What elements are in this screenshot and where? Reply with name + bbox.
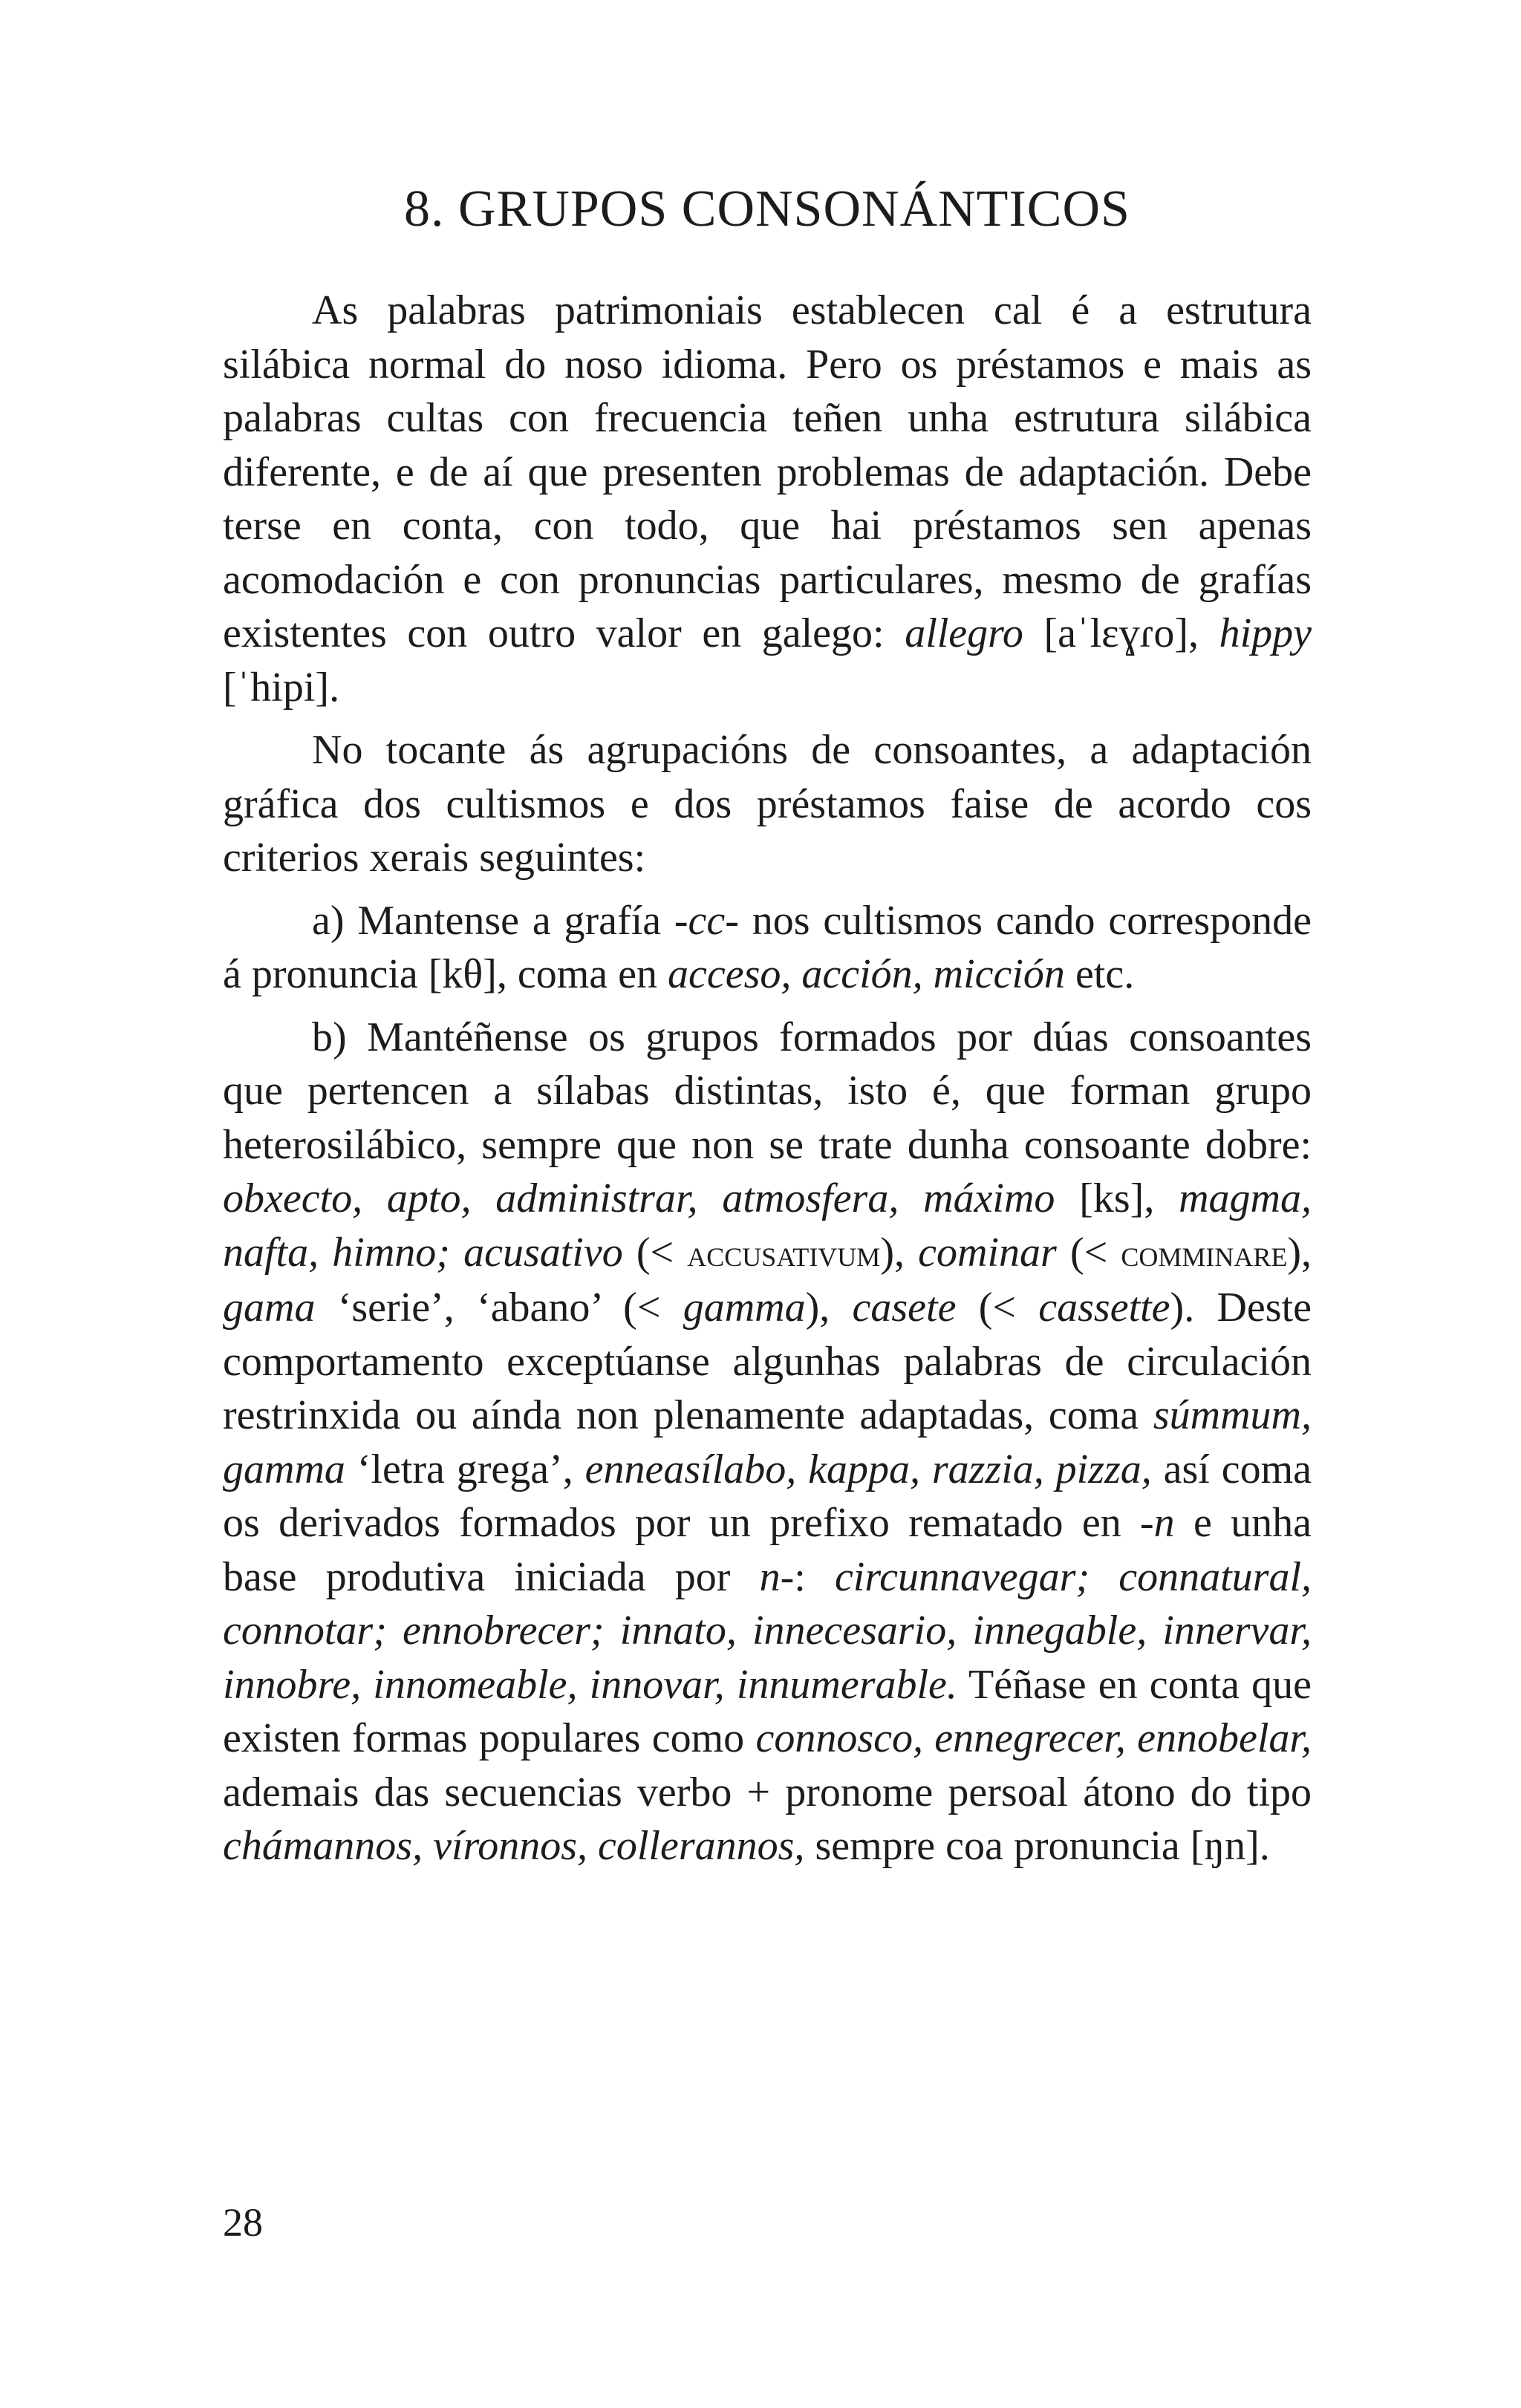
paragraph-item-a (223, 894, 1312, 1002)
text-run: ‘serie’, ‘abano’ (< (315, 1285, 683, 1331)
etymon: accusativum (687, 1232, 881, 1275)
italic-term: enneasílabo, kappa, razzia, pizza, (584, 1446, 1152, 1492)
italic-term: magma, nafta, himno; acusativo (223, 1175, 1312, 1276)
text-run: a) Mantense a grafía (312, 897, 674, 944)
page-content (223, 149, 1312, 1882)
text-run: e unha base produtiva iniciada por (223, 1500, 1312, 1600)
text-run: (< (622, 1229, 688, 1276)
italic-term: cominar (918, 1229, 1057, 1276)
paragraph-intro (223, 284, 1312, 714)
italic-term: allegro (905, 610, 1023, 656)
text-run: [aˈlɛɣɾo], (1023, 610, 1219, 656)
paragraph-item-b (223, 1011, 1312, 1873)
italic-term: chámannos, víronnos, collerannos, (223, 1823, 805, 1869)
text-run: As palabras patrimoniais establecen cal é a estrutura silábica normal do noso idioma. Pero os préstamos e mais as palabras cultas con frecuencia teñen unha estrutura silábica diferente, e de aí que presenten problemas de adaptación. Debe terse en conta, con todo, que hai préstamos sen apenas acomodación e con pronuncias particulares, mesmo de grafías existentes con outro valor en galego: (223, 287, 1312, 656)
page-number: 28 (223, 2200, 263, 2245)
italic-term: circunnavegar; connatural, connotar; ennobrecer; innato, innecesario, innegable, innervar, innobre, innomeable, innovar, innumerable. (223, 1553, 1312, 1708)
italic-term: n- (759, 1553, 795, 1600)
text-run: sempre coa pronuncia [ŋn]. (804, 1823, 1270, 1869)
italic-term: súmmum, gamma (223, 1392, 1312, 1492)
text-run: ademais das secuencias verbo + pronome persoal átono do tipo (223, 1769, 1312, 1815)
text-run: nos cultismos cando corresponde á pronuncia [kθ], coma en (223, 897, 1312, 997)
text-run: (< (956, 1285, 1039, 1331)
body-text (223, 284, 1312, 1873)
text-run: [ks], (1055, 1175, 1179, 1221)
italic-term: casete (852, 1285, 957, 1331)
text-run: ), (805, 1285, 853, 1331)
text-run: ), (880, 1229, 919, 1276)
italic-term: hippy (1219, 610, 1312, 656)
text-run: así coma os derivados formados por un prefixo rematado en (223, 1446, 1312, 1546)
italic-term: gama (223, 1285, 316, 1331)
chapter-title: 8. GRUPOS CONSONÁNTICOS (404, 180, 1130, 238)
paragraph-criteria (223, 723, 1312, 885)
italic-term: -n (1140, 1500, 1175, 1546)
text-run: ), (1287, 1229, 1312, 1276)
text-run: (< (1056, 1229, 1121, 1276)
italic-term: -cc- (674, 897, 739, 944)
text-run: etc. (1064, 951, 1135, 997)
italic-term: gamma (683, 1285, 806, 1331)
italic-term: obxecto, apto, administrar, atmosfera, máximo (223, 1175, 1055, 1221)
italic-term: acceso, acción, micción (668, 951, 1065, 997)
text-run: [ˈhipi]. (223, 664, 340, 711)
italic-term: connosco, ennegrecer, ennobelar, (755, 1715, 1312, 1761)
etymon: comminare (1121, 1232, 1288, 1275)
text-run: ‘letra grega’, (345, 1446, 585, 1492)
text-run: : (794, 1553, 835, 1600)
text-run: No tocante ás agrupacións de consoantes, a adaptación gráfica dos cultismos e dos préstamos faise de acordo cos criterios xerais seguintes: (223, 727, 1312, 881)
text-run: Téñase en conta que existen formas populares como (223, 1661, 1312, 1761)
italic-term: cassette (1038, 1285, 1170, 1331)
text-run: b) Mantéñense os grupos formados por dúas consoantes que pertencen a sílabas distintas, isto é, que forman grupo heterosilábico, sempre que non se trate dunha consoante dobre: (223, 1014, 1312, 1168)
text-run: ). Deste comportamento exceptúanse algunhas palabras de circulación restrinxida ou aínda non plenamente adaptadas, coma (223, 1285, 1312, 1438)
